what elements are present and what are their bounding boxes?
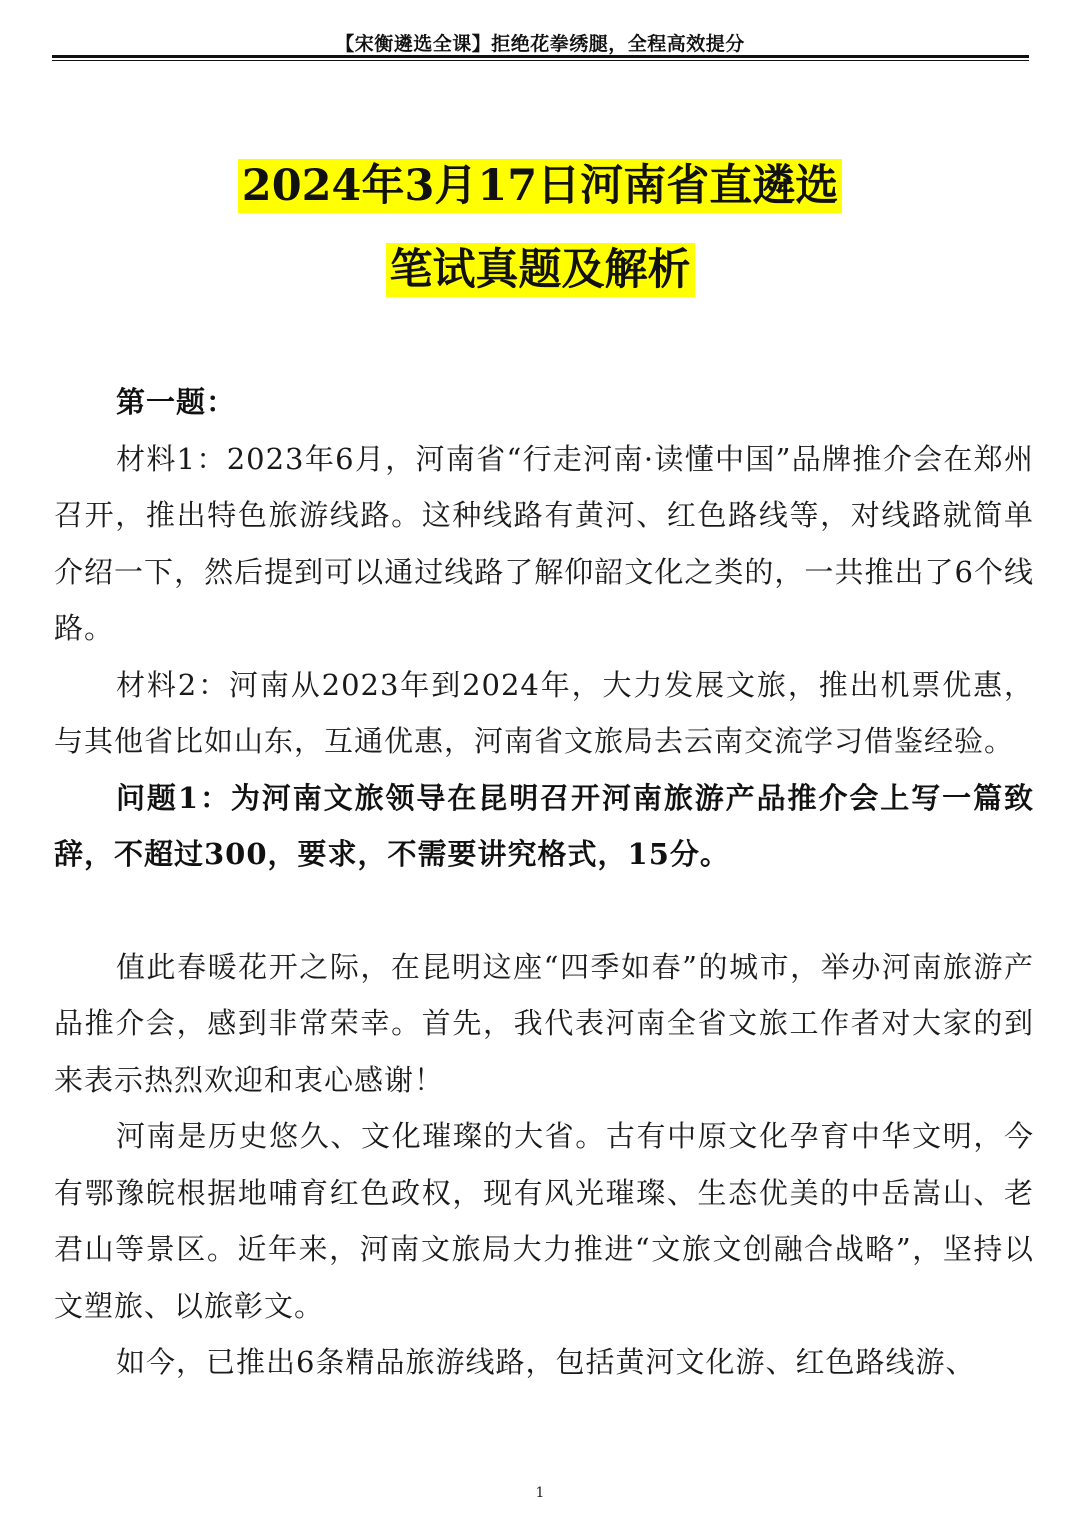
material-1-paragraph: 材料1：2023年6月，河南省“行走河南·读懂中国”品牌推介会在郑州召开，推出特色旅游线路。这种线路有黄河、红色路线等，对线路就简单介绍一下，然后提到可以通过线路了解仰韶文化之类的，一共推出了6个线路。 (54, 441, 1034, 645)
header-banner-text: 【宋衡遴选全课】拒绝花拳绣腿，全程高效提分 (335, 33, 745, 55)
title-highlight-2: 笔试真题及解析 (386, 243, 695, 297)
answer-paragraph-1: 值此春暖花开之际，在昆明这座“四季如春”的城市，举办河南旅游产品推介会，感到非常荣幸。首先，我代表河南全省文旅工作者对大家的到来表示热烈欢迎和衷心感谢！ (54, 949, 1034, 1097)
section-heading: 第一题： (116, 385, 237, 419)
document-body (54, 374, 1034, 1391)
header-rule-thin (52, 60, 1029, 61)
material-2-paragraph: 材料2：河南从2023年到2024年，大力发展文旅，推出机票优惠，与其他省比如山东，互通优惠，河南省文旅局去云南交流学习借鉴经验。 (54, 667, 1034, 758)
question-1-paragraph: 问题1：为河南文旅领导在昆明召开河南旅游产品推介会上写一篇致辞，不超过300，要求，不需要讲究格式，15分。 (54, 780, 1034, 871)
title-highlight-1: 2024年3月17日河南省直遴选 (238, 159, 842, 213)
paragraph-gap (54, 883, 1034, 939)
header-rule-thick (52, 55, 1029, 58)
page-number: 1 (535, 1485, 545, 1501)
title-line-1 (0, 153, 1080, 219)
answer-paragraph-2: 河南是历史悠久、文化璀璨的大省。古有中原文化孕育中华文明，今有鄂豫皖根据地哺育红色政权，现有风光璀璨、生态优美的中岳嵩山、老君山等景区。近年来，河南文旅局大力推进“文旅文创融合战略”，坚持以文塑旅、以旅彰文。 (54, 1119, 1034, 1323)
title-line-2 (0, 237, 1080, 303)
answer-paragraph-3: 如今，已推出6条精品旅游线路，包括黄河文化游、红色路线游、 (116, 1345, 976, 1379)
